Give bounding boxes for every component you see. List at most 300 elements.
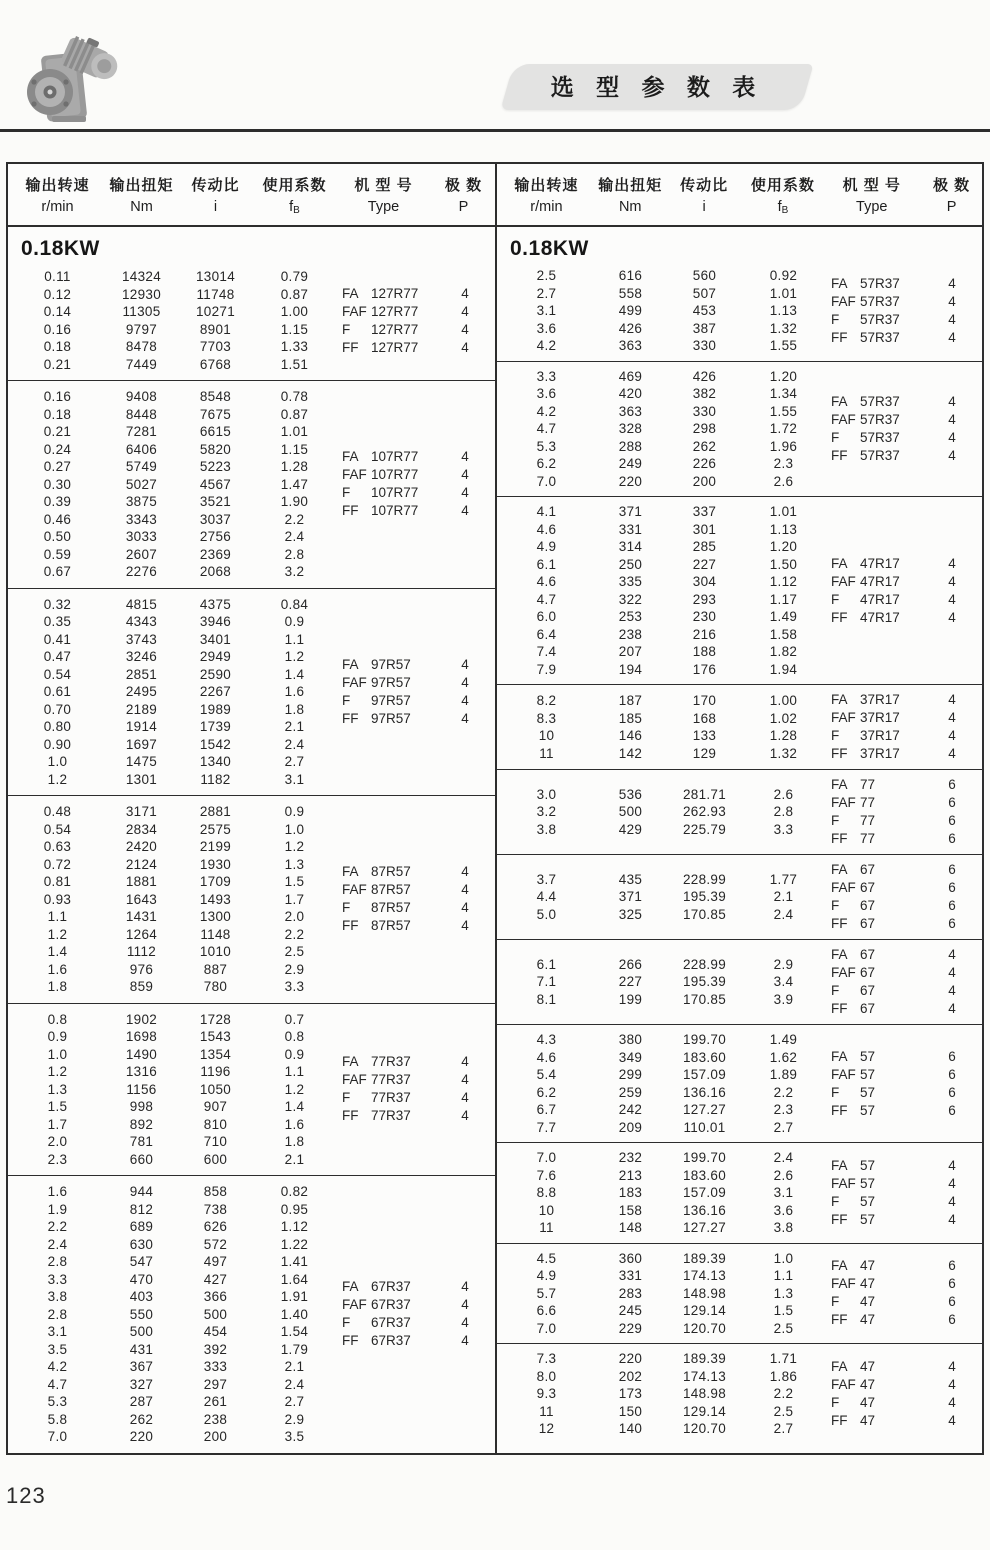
type-model: 57R37 (860, 329, 900, 345)
table-row (497, 368, 823, 386)
column-header (334, 174, 433, 215)
gear-motor-image (22, 28, 122, 128)
output-speed-cell: 6.1 (536, 956, 557, 972)
table-column-right (495, 164, 982, 1453)
poles-value: 4 (948, 1001, 956, 1016)
output-torque-cell: 227 (618, 974, 643, 990)
poles-value: 6 (948, 795, 956, 810)
table-row (8, 1011, 334, 1029)
service-factor-cell: 1.2 (284, 649, 305, 664)
type-prefix: F (342, 1315, 351, 1331)
ratio-cell: 7675 (199, 406, 232, 422)
poles-value: 6 (948, 1084, 956, 1100)
output-torque-cell: 8448 (125, 406, 158, 422)
service-factor-cell: 2.6 (773, 1167, 794, 1183)
type-model: 57 (860, 1175, 876, 1191)
poles-value: 4 (461, 321, 469, 337)
type-row (823, 794, 972, 812)
table-row (8, 666, 334, 684)
type-prefix: FF (831, 609, 848, 625)
output-torque-cell: 1301 (125, 771, 158, 787)
table-row (497, 521, 823, 539)
service-factor-cell: 1.90 (280, 494, 309, 509)
type-row (823, 1066, 972, 1084)
table-row (8, 631, 334, 649)
output-speed-cell: 3.2 (536, 804, 557, 820)
table-row (8, 978, 334, 996)
ratio-rows (8, 803, 334, 996)
output-torque-cell: 363 (618, 403, 643, 419)
output-torque-cell: 245 (618, 1303, 643, 1318)
ratio-cell: 133 (692, 728, 717, 743)
type-prefix: FAF (342, 1297, 367, 1313)
service-factor-cell: 1.8 (284, 701, 305, 717)
column-header (107, 174, 176, 215)
ratio-cell: 136.16 (682, 1084, 727, 1100)
service-factor-cell: 1.0 (284, 821, 305, 837)
type-list (334, 656, 495, 728)
ratio-cell: 2590 (199, 666, 232, 682)
table-row (8, 1133, 334, 1151)
type-row (823, 591, 972, 609)
column-header-label: 使用系数 (262, 176, 327, 194)
service-factor-cell: 2.4 (284, 736, 305, 752)
output-speed-cell: 1.5 (47, 1099, 68, 1114)
column-header-unit: Type (856, 199, 888, 215)
output-torque-cell: 371 (618, 504, 643, 519)
poles-value: 4 (948, 1211, 956, 1227)
type-model: 127R77 (371, 339, 419, 355)
output-speed-cell: 4.7 (536, 591, 557, 607)
type-model: 47 (860, 1376, 876, 1392)
poles-value: 4 (948, 275, 956, 291)
ratio-cell: 4375 (199, 596, 232, 612)
type-row (334, 863, 485, 881)
service-factor-cell: 1.91 (280, 1289, 309, 1304)
type-model: 47R17 (860, 555, 900, 571)
service-factor-cell: 1.49 (769, 609, 798, 624)
output-torque-cell: 371 (618, 889, 643, 905)
ratio-cell: 262.93 (682, 804, 727, 820)
service-factor-cell: 1.5 (284, 874, 305, 889)
output-speed-cell: 0.54 (43, 666, 72, 682)
service-factor-cell: 1.86 (769, 1368, 798, 1384)
table-row (497, 1403, 823, 1421)
ratio-cell: 710 (203, 1134, 228, 1149)
ratio-cell: 230 (692, 609, 717, 624)
type-prefix: FAF (831, 1376, 856, 1392)
service-factor-cell: 1.32 (769, 745, 798, 761)
service-factor-cell: 1.17 (769, 591, 798, 607)
type-prefix: FF (342, 1108, 359, 1124)
output-speed-cell: 6.4 (536, 626, 557, 642)
table-row (8, 406, 334, 424)
output-torque-cell: 7449 (125, 356, 158, 372)
service-factor-cell: 1.54 (280, 1324, 309, 1339)
service-factor-cell: 1.71 (769, 1351, 798, 1366)
type-row (334, 917, 485, 935)
ratio-cell: 195.39 (682, 889, 727, 905)
poles-value: 4 (461, 1297, 469, 1313)
column-header (596, 174, 665, 215)
output-speed-cell: 3.6 (536, 386, 557, 401)
table-row (8, 268, 334, 286)
type-row (823, 879, 972, 897)
output-torque-cell: 2834 (125, 821, 158, 837)
output-speed-cell: 0.81 (43, 874, 72, 889)
service-factor-cell: 1.12 (280, 1219, 309, 1234)
output-speed-cell: 5.4 (536, 1067, 557, 1082)
ratio-rows (8, 268, 334, 373)
ratio-cell: 427 (203, 1271, 228, 1287)
output-torque-cell: 1698 (125, 1029, 158, 1044)
output-torque-cell: 283 (618, 1285, 643, 1301)
output-speed-cell: 1.0 (47, 1046, 68, 1062)
ratio-cell: 2199 (199, 839, 232, 854)
output-torque-cell: 140 (618, 1421, 643, 1436)
type-row (823, 293, 972, 311)
output-speed-cell: 0.21 (43, 424, 72, 439)
type-row (334, 321, 485, 339)
type-prefix: FF (831, 1211, 848, 1227)
output-torque-cell: 944 (129, 1184, 154, 1199)
column-header (665, 174, 744, 215)
type-prefix: FF (831, 1102, 848, 1118)
type-row (823, 776, 972, 794)
output-torque-cell: 1902 (125, 1011, 158, 1027)
ratio-cell: 200 (692, 473, 717, 489)
type-model: 57 (860, 1084, 876, 1100)
service-factor-cell: 0.9 (284, 1046, 305, 1062)
ratio-cell: 1728 (199, 1011, 232, 1027)
ratio-cell: 2756 (199, 529, 232, 544)
type-model: 37R17 (860, 728, 900, 743)
ratio-cell: 199.70 (682, 1032, 727, 1047)
type-model: 97R57 (371, 674, 411, 690)
service-factor-cell: 1.58 (769, 626, 798, 642)
poles-value: 6 (948, 1258, 956, 1274)
type-model: 57 (860, 1193, 876, 1209)
type-row (823, 555, 972, 573)
output-torque-cell: 1112 (126, 944, 157, 959)
type-model: 67 (860, 898, 876, 913)
output-speed-cell: 0.18 (43, 406, 72, 422)
service-factor-cell: 2.6 (773, 473, 794, 489)
ratio-cell: 129.14 (682, 1403, 727, 1419)
output-speed-cell: 0.72 (43, 856, 72, 872)
type-model: 107R77 (371, 503, 419, 519)
output-torque-cell: 363 (618, 338, 643, 353)
ratio-cell: 1050 (199, 1081, 232, 1097)
column-header-label: 极 数 (932, 177, 971, 194)
output-speed-cell: 10 (538, 1202, 555, 1218)
poles-value: 6 (948, 1102, 956, 1118)
ratio-cell: 330 (692, 403, 717, 419)
type-row (823, 861, 972, 879)
service-factor-cell: 0.7 (284, 1011, 305, 1027)
output-torque-cell: 331 (618, 521, 643, 537)
type-row (823, 830, 972, 848)
service-factor-cell: 1.1 (284, 631, 305, 647)
output-torque-cell: 327 (129, 1376, 154, 1392)
service-factor-cell: 1.40 (280, 1306, 309, 1322)
type-prefix: FA (831, 777, 848, 792)
type-row (823, 393, 972, 411)
output-speed-cell: 8.2 (536, 693, 557, 708)
service-factor-cell: 2.1 (284, 719, 305, 734)
ratio-cell: 907 (203, 1099, 228, 1114)
type-model: 127R77 (371, 285, 419, 301)
column-header (8, 174, 107, 215)
output-torque-cell: 2495 (125, 684, 158, 699)
output-torque-cell: 187 (618, 693, 643, 708)
poles-value: 6 (948, 813, 956, 828)
ratio-cell: 2369 (199, 546, 232, 562)
poles-value: 4 (461, 285, 469, 301)
ratio-cell: 261 (203, 1394, 228, 1409)
ratio-cell: 148.98 (682, 1285, 727, 1301)
ratio-cell: 3521 (199, 494, 232, 509)
table-row (8, 1236, 334, 1254)
gear-series-block (8, 380, 495, 588)
table-row (8, 1358, 334, 1376)
output-speed-cell: 2.5 (536, 268, 557, 283)
service-factor-cell: 1.22 (280, 1236, 309, 1252)
poles-value: 4 (461, 339, 469, 355)
output-torque-cell: 325 (618, 906, 643, 922)
type-model: 47 (860, 1312, 876, 1328)
service-factor-cell: 1.41 (280, 1254, 309, 1269)
ratio-cell: 170.85 (682, 906, 727, 922)
ratio-cell: 195.39 (682, 974, 727, 990)
output-speed-cell: 6.1 (536, 556, 557, 572)
service-factor-cell: 1.77 (769, 871, 798, 887)
type-model: 67 (860, 1001, 876, 1016)
type-prefix: FA (831, 275, 848, 291)
ratio-cell: 136.16 (682, 1202, 727, 1218)
table-row (8, 736, 334, 754)
output-speed-cell: 0.41 (43, 631, 72, 647)
poles-value: 4 (948, 393, 956, 409)
type-prefix: F (342, 321, 351, 337)
service-factor-cell: 2.4 (773, 906, 794, 922)
output-torque-cell: 435 (618, 871, 643, 887)
ratio-cell: 382 (692, 386, 717, 401)
type-prefix: FA (831, 1048, 848, 1064)
output-torque-cell: 689 (129, 1219, 154, 1234)
output-speed-cell: 4.2 (47, 1359, 68, 1374)
output-torque-cell: 209 (618, 1119, 643, 1135)
unit-subscript: B (781, 204, 789, 216)
ratio-cell: 6615 (199, 424, 232, 439)
service-factor-cell: 2.8 (284, 546, 305, 562)
type-model: 57R37 (860, 429, 900, 445)
poles-value: 4 (461, 710, 469, 726)
ratio-cell: 887 (203, 961, 228, 977)
ratio-rows (497, 1149, 823, 1237)
table-row (8, 753, 334, 771)
service-factor-cell: 1.02 (769, 710, 798, 726)
output-torque-cell: 4343 (125, 614, 158, 629)
output-speed-cell: 0.39 (43, 494, 72, 509)
table-row (8, 1288, 334, 1306)
type-model: 67 (860, 947, 876, 962)
type-prefix: FAF (831, 965, 856, 980)
poles-value: 4 (461, 1279, 469, 1295)
ratio-cell: 780 (203, 979, 228, 994)
type-prefix: F (831, 1084, 840, 1100)
table-row (8, 476, 334, 494)
type-row (823, 812, 972, 830)
ratio-cell: 226 (692, 456, 717, 471)
service-factor-cell: 2.4 (284, 1376, 305, 1392)
output-speed-cell: 4.4 (536, 889, 557, 905)
output-torque-cell: 299 (618, 1067, 643, 1082)
service-factor-cell: 3.2 (284, 564, 305, 579)
table-row (497, 1149, 823, 1167)
table-row (497, 692, 823, 710)
type-model: 87R57 (371, 864, 411, 880)
type-prefix: FAF (342, 1072, 367, 1088)
service-factor-cell: 2.7 (284, 754, 305, 769)
output-torque-cell: 3033 (125, 529, 158, 544)
output-speed-cell: 3.6 (536, 320, 557, 336)
output-torque-cell: 1316 (125, 1064, 158, 1079)
type-row (823, 1084, 972, 1102)
ratio-cell: 453 (692, 303, 717, 318)
type-list (334, 1278, 495, 1350)
column-header-unit: i (213, 199, 218, 215)
ratio-rows (497, 267, 823, 355)
table-row (497, 871, 823, 889)
output-torque-cell: 158 (618, 1202, 643, 1218)
ratio-cell: 297 (203, 1376, 228, 1392)
type-model: 37R17 (860, 710, 900, 725)
output-torque-cell: 213 (618, 1167, 643, 1183)
type-model: 107R77 (371, 449, 419, 465)
ratio-cell: 426 (692, 368, 717, 384)
table-row (497, 591, 823, 609)
column-header-unit: r/min (530, 199, 563, 215)
ratio-cell: 120.70 (682, 1320, 727, 1336)
ratio-cell: 1340 (199, 754, 232, 769)
type-model: 77R37 (371, 1108, 411, 1124)
output-torque-cell: 9797 (125, 321, 158, 337)
output-torque-cell: 1431 (125, 909, 158, 924)
type-prefix: FF (342, 918, 359, 934)
output-speed-cell: 7.0 (536, 1150, 557, 1165)
service-factor-cell: 1.13 (769, 303, 798, 318)
table-row (497, 503, 823, 521)
output-speed-cell: 1.2 (47, 771, 68, 787)
service-factor-cell: 2.2 (773, 1386, 794, 1401)
ratio-cell: 13014 (195, 269, 236, 284)
table-row (497, 643, 823, 661)
ratio-cell: 810 (203, 1116, 228, 1132)
service-factor-cell: 0.87 (280, 406, 309, 422)
output-speed-cell: 1.7 (47, 1116, 68, 1132)
type-prefix: FA (831, 692, 848, 707)
service-factor-cell: 2.7 (773, 1119, 794, 1135)
type-row (334, 710, 485, 728)
output-torque-cell: 550 (129, 1306, 154, 1322)
table-row (8, 528, 334, 546)
column-header-label: 输出扭矩 (598, 177, 663, 194)
output-torque-cell: 220 (129, 1429, 154, 1444)
ratio-cell: 1542 (199, 736, 232, 752)
service-factor-cell: 2.0 (284, 909, 305, 924)
type-prefix: FAF (342, 303, 367, 319)
poles-value: 4 (948, 293, 956, 309)
type-row (334, 692, 485, 710)
poles-value: 4 (461, 1108, 469, 1124)
gear-series-block (497, 1024, 982, 1142)
column-header-unit: Nm (618, 199, 642, 215)
ratio-cell: 7703 (199, 339, 232, 354)
service-factor-cell: 1.2 (284, 1081, 305, 1097)
output-speed-cell: 0.46 (43, 511, 72, 527)
output-speed-cell: 2.0 (47, 1134, 68, 1149)
service-factor-cell: 2.3 (773, 1102, 794, 1117)
poles-value: 4 (948, 983, 956, 998)
gear-series-block (497, 854, 982, 939)
ratio-cell: 301 (692, 521, 717, 537)
service-factor-cell: 1.20 (769, 368, 798, 384)
type-list (823, 776, 982, 848)
output-speed-cell: 0.90 (43, 736, 72, 752)
type-model: 77R37 (371, 1072, 411, 1088)
ratio-cell: 4567 (199, 476, 232, 492)
type-prefix: FA (342, 1279, 359, 1295)
power-rating-label: 0.18KW (21, 237, 100, 260)
service-factor-cell: 1.01 (280, 424, 309, 439)
table-row (497, 803, 823, 821)
output-torque-cell: 242 (618, 1102, 643, 1117)
output-speed-cell: 1.0 (47, 754, 68, 769)
output-speed-cell: 0.59 (43, 546, 72, 562)
type-row (823, 1175, 972, 1193)
type-row (823, 1102, 972, 1120)
type-row (334, 285, 485, 303)
output-speed-cell: 0.35 (43, 614, 72, 629)
ratio-cell: 454 (203, 1324, 228, 1339)
column-header-label: 使用系数 (750, 176, 815, 194)
type-row (334, 303, 485, 321)
output-speed-cell: 4.1 (536, 504, 557, 519)
output-speed-cell: 0.27 (43, 459, 72, 474)
type-row (823, 573, 972, 591)
service-factor-cell: 1.33 (280, 339, 309, 354)
output-speed-cell: 8.1 (536, 991, 557, 1007)
table-row (497, 786, 823, 804)
ratio-rows (497, 956, 823, 1009)
output-speed-cell: 0.16 (43, 321, 72, 337)
ratio-cell: 129.14 (682, 1303, 727, 1318)
poles-value: 4 (948, 329, 956, 345)
table-row (8, 388, 334, 406)
service-factor-cell: 3.6 (773, 1202, 794, 1218)
table-row (8, 286, 334, 304)
page-number: 123 (6, 1483, 46, 1508)
gear-series-block (497, 684, 982, 769)
ratio-cell: 189.39 (682, 1250, 727, 1266)
ratio-cell: 262 (692, 438, 717, 454)
service-factor-cell: 1.12 (769, 574, 798, 589)
service-factor-cell: 2.8 (773, 804, 794, 820)
page-title: 选 型 参 数 表 (550, 74, 764, 100)
type-row (823, 982, 972, 1000)
ratio-cell: 497 (203, 1254, 228, 1269)
